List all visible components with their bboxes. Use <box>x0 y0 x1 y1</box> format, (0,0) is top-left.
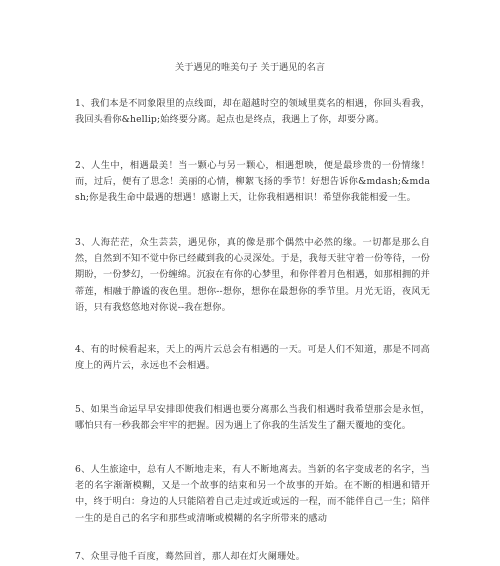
paragraph-1: 1、我们本是不同象限里的点线面，却在超越时空的领域里莫名的相遇，你回头看我，我回头看你&hellip;始终要分离。起点也是终点，我遇上了你，却要分离。 <box>75 98 430 126</box>
paragraph-4: 4、有的时候看起来，天上的两片云总会有相遇的一天。可是人们不知道，那是不同高度上的两片云，永远也不会相遇。 <box>75 344 430 372</box>
paragraph-7: 7、众里寻他千百度，蓦然回首，那人却在灯火阑珊处。 <box>75 551 306 562</box>
paragraph-2: 2、人生中，相遇最美！当一颗心与另一颗心，相遇想映，便是最珍贵的一份情缘！而，过后，便有了思念！美丽的心情，柳絮飞扬的季节！好想告诉你&mdash;&mdash;你是我生命中最遇的想遇！感谢上天，让你我相遇相识！希望你我能相爱一生。 <box>75 160 430 204</box>
paragraph-3: 3、人海茫茫，众生芸芸，遇见你，真的像是那个偶然中必然的缘。一切都是那么自然，自然到不知不觉中你已经藏到我的心灵深处。于是，我每天驻守着一份等待，一份期盼，一份梦幻，一份缠绵。沉寂在有你的心梦里，和你伴着月色相遇，如那相拥的并蒂莲，相融于静谧的夜色里。想你--想你，想你在最想你的季节里。月光无语，夜风无语，只有我悠悠地对你说--我在想你。 <box>75 237 430 313</box>
paragraph-6: 6、人生旅途中，总有人不断地走来，有人不断地离去。当新的名字变成老的名字，当老的名字渐渐模糊，又是一个故事的结束和另一个故事的开始。在不断的相遇和错开中，终于明白：身边的人只能陪着自己走过或近或远的一程，而不能伴自己一生；陪伴一生的是自己的名字和那些或清晰或模糊的名字所带来的感动 <box>75 464 430 524</box>
paragraph-5: 5、如果当命运早早安排即使我们相遇也要分离那么当我们相遇时我希望那会是永恒，哪怕只有一秒我都会牢牢的把握。因为遇上了你我的生活发生了翻天覆地的变化。 <box>75 404 430 432</box>
document-title: 关于遇见的唯美句子 关于遇见的名言 <box>175 62 325 73</box>
